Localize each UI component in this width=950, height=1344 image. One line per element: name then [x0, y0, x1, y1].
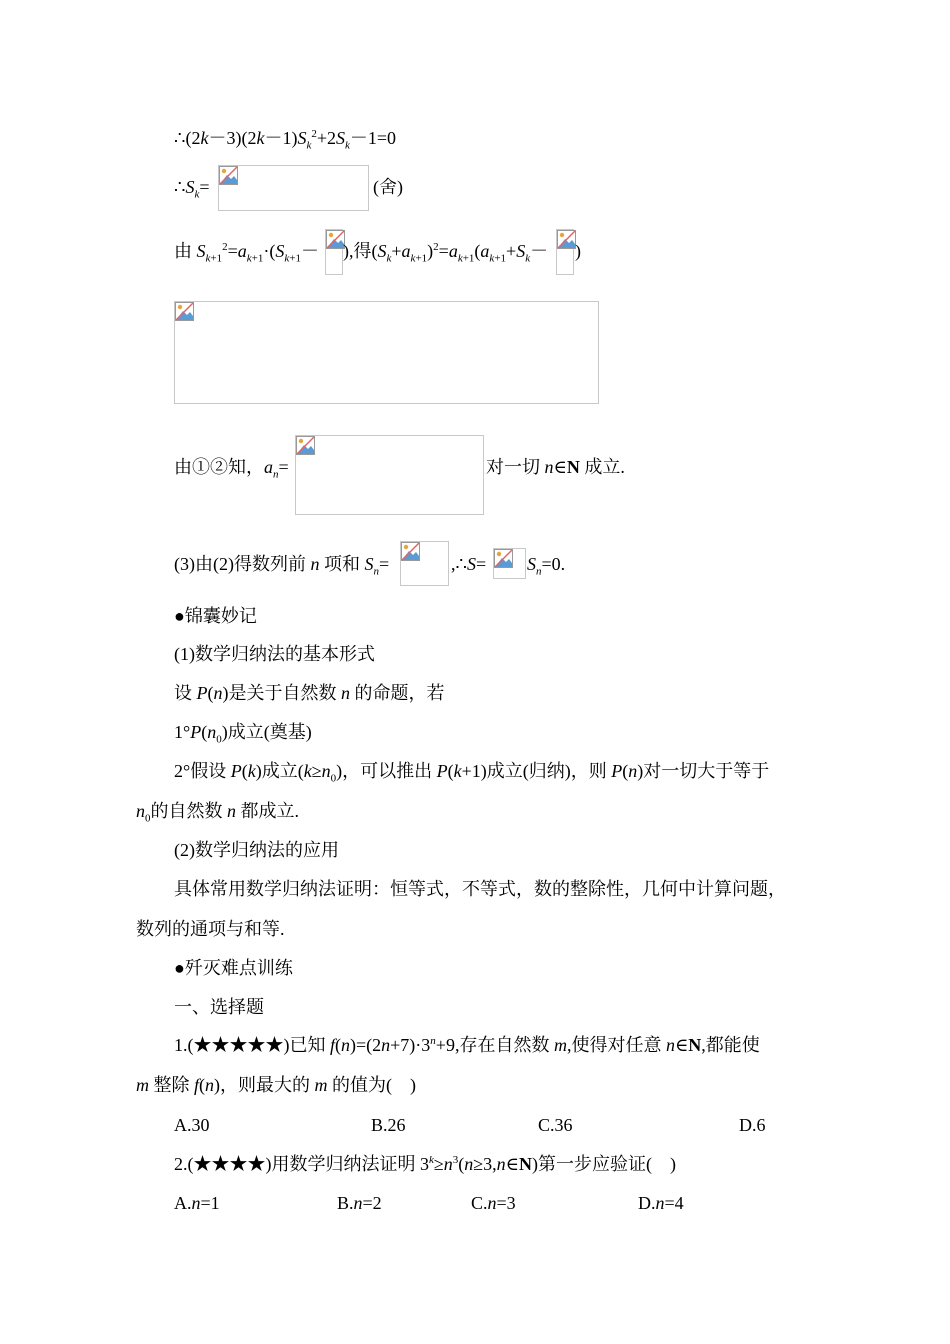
- sum-lead: (3)由(2)得数列前 n 项和 $S_n=$: [174, 554, 390, 578]
- question-2-option-d[interactable]: D.n=4: [638, 1193, 684, 1213]
- question-1-option-d[interactable]: D.6: [739, 1115, 766, 1135]
- formula-image: [295, 435, 484, 515]
- recurrence-end: ): [575, 241, 581, 261]
- section-title-tips: ●锦囊妙记: [174, 606, 257, 626]
- an-lead: 由①②知，$a_n=$: [174, 457, 289, 481]
- broken-image-icon: [296, 436, 315, 455]
- tips-paragraph-2: $1^\circ P(n_0)$成立(奠基): [174, 722, 312, 746]
- tips-paragraph-4a: 具体常用数学归纳法证明：恒等式，不等式，数的整除性，几何中计算问题，: [174, 879, 786, 899]
- question-1-option-b[interactable]: B.26: [371, 1115, 406, 1135]
- formula-image: [400, 541, 449, 586]
- tips-paragraph-4b: 数列的通项与和等.: [136, 919, 285, 939]
- tips-item-2: (2)数学归纳法的应用: [174, 840, 339, 860]
- recurrence-lead: 由 $S_{k+1}^2=a_{k+1}\cdot(S_{k+1}-$: [174, 241, 319, 265]
- question-1-line-2: m 整除 f(n)，则最大的 m 的值为( ): [136, 1075, 417, 1095]
- tips-paragraph-1: 设 P(n)是关于自然数 n 的命题，若: [174, 683, 445, 703]
- broken-image-icon: [401, 542, 420, 561]
- broken-image-icon: [557, 230, 576, 249]
- broken-image-icon: [175, 302, 194, 321]
- question-1-line-1: 1.(★★★★★)已知 $f(n)=(2n+7)\cdot 3^n+9$,存在自然数 m,使得对任意 n∈N,都能使: [174, 1035, 760, 1055]
- formula-image-block: [174, 301, 599, 404]
- formula-image: [493, 548, 526, 579]
- broken-image-icon: [494, 549, 513, 568]
- recurrence-mid: ),得$(S_k+a_{k+1})^2=a_{k+1}(a_{k+1}+S_k-$: [343, 241, 549, 265]
- question-2-option-a[interactable]: A.n=1: [174, 1193, 220, 1213]
- an-tail: 对一切 n∈N 成立.: [486, 457, 625, 477]
- formula-image: [325, 229, 343, 275]
- formula-image: [218, 165, 369, 211]
- formula-image: [556, 229, 574, 275]
- sum-tail: $S_n=0$.: [527, 554, 566, 578]
- sk-equation-lead: $\therefore S_k=$: [174, 177, 210, 201]
- sk-rejected-note: (舍): [373, 177, 403, 197]
- broken-image-icon: [219, 166, 238, 185]
- question-2-line-1: 2.(★★★★)用数学归纳法证明 $3^k\ge n^3(n\ge 3,n\in N)$第一步应验证( ): [174, 1154, 676, 1174]
- tips-item-1: (1)数学归纳法的基本形式: [174, 644, 375, 664]
- tips-paragraph-3a: 2°假设 P(k)成立$(k\ge n_0)$，可以推出 P(k+1)成立(归纳)，则 P(n)对一切大于等于: [174, 761, 770, 785]
- tips-paragraph-3b: $n_0$的自然数 n 都成立.: [136, 801, 299, 825]
- question-2-option-c[interactable]: C.n=3: [471, 1193, 516, 1213]
- question-2-option-b[interactable]: B.n=2: [337, 1193, 382, 1213]
- section-title-training: ●歼灭难点训练: [174, 958, 293, 978]
- question-1-option-a[interactable]: A.30: [174, 1115, 210, 1135]
- question-1-option-c[interactable]: C.36: [538, 1115, 573, 1135]
- equation-line-1: $\therefore(2k-3)(2k-1)S_k^2+2S_k-1=0$: [174, 128, 397, 152]
- sum-mid: ,∴S=: [451, 554, 487, 574]
- part-heading-choice: 一、选择题: [174, 997, 264, 1017]
